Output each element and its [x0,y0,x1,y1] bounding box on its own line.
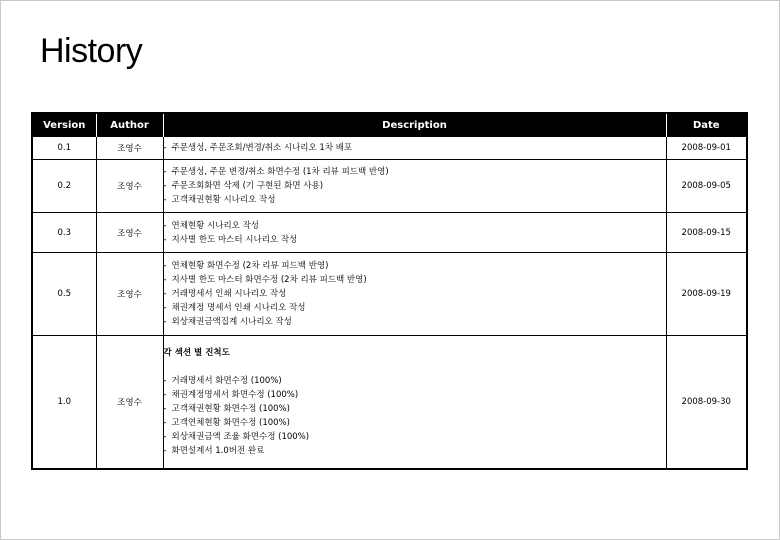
header-version: Version [32,113,96,137]
description-item: - 거래명세서 화면수정 (100%) [164,374,666,388]
description-item: - 연체현황 시나리오 작성 [164,219,666,233]
description-item: - 화면설계서 1.0버전 완료 [164,444,666,458]
version-cell: 1.0 [32,336,96,469]
description-item: - 거래명세서 인쇄 시나리오 작성 [164,287,666,301]
page-title: History [40,32,143,70]
table-row [32,253,747,336]
description-item: - 주문생성, 주문조회/변경/취소 시나리오 1차 배포 [164,141,666,155]
author-cell: 조영수 [96,137,163,160]
description-item: - 고객채권현황 시나리오 작성 [164,193,666,207]
description-item: - 고객연체현황 화면수정 (100%) [164,416,666,430]
description-cell [163,336,666,469]
author-cell: 조영수 [96,213,163,253]
author-cell: 조영수 [96,160,163,213]
header-date: Date [666,113,747,137]
version-cell: 0.1 [32,137,96,160]
version-cell: 0.5 [32,253,96,336]
table-row [32,137,747,160]
description-item: - 고객채권현황 화면수정 (100%) [164,402,666,416]
version-cell: 0.3 [32,213,96,253]
header-description: Description [163,113,666,137]
table-row [32,160,747,213]
table-header-row [32,113,747,137]
description-cell [163,253,666,336]
description-item: - 주문생성, 주문 변경/취소 화면수정 (1차 리뷰 피드백 반영) [164,165,666,179]
description-item: - 연체현황 화면수정 (2차 리뷰 피드백 반영) [164,259,666,273]
description-item: - 채권계정 명세서 인쇄 시나리오 작성 [164,301,666,315]
description-item: - 외상채권금액 조율 화면수정 (100%) [164,430,666,444]
date-cell: 2008-09-05 [666,160,747,213]
date-cell: 2008-09-19 [666,253,747,336]
history-table [31,112,748,470]
header-author: Author [96,113,163,137]
table-row [32,336,747,469]
version-cell: 0.2 [32,160,96,213]
date-cell: 2008-09-30 [666,336,747,469]
author-cell: 조영수 [96,253,163,336]
date-cell: 2008-09-15 [666,213,747,253]
table-row [32,213,747,253]
description-cell [163,213,666,253]
description-item: - 외상채권금액집계 시나리오 작성 [164,315,666,329]
description-item: - 지사별 한도 마스터 시나리오 작성 [164,233,666,247]
description-cell [163,160,666,213]
description-item: - 주문조회화면 삭제 (기 구현된 화면 사용) [164,179,666,193]
description-heading: 각 섹션 별 진척도 [163,347,230,358]
description-item: - 지사별 한도 마스터 화면수정 (2차 리뷰 피드백 반영) [164,273,666,287]
author-cell: 조영수 [96,336,163,469]
description-cell [163,137,666,160]
date-cell: 2008-09-01 [666,137,747,160]
description-item: - 채권계정명세서 화면수정 (100%) [164,388,666,402]
